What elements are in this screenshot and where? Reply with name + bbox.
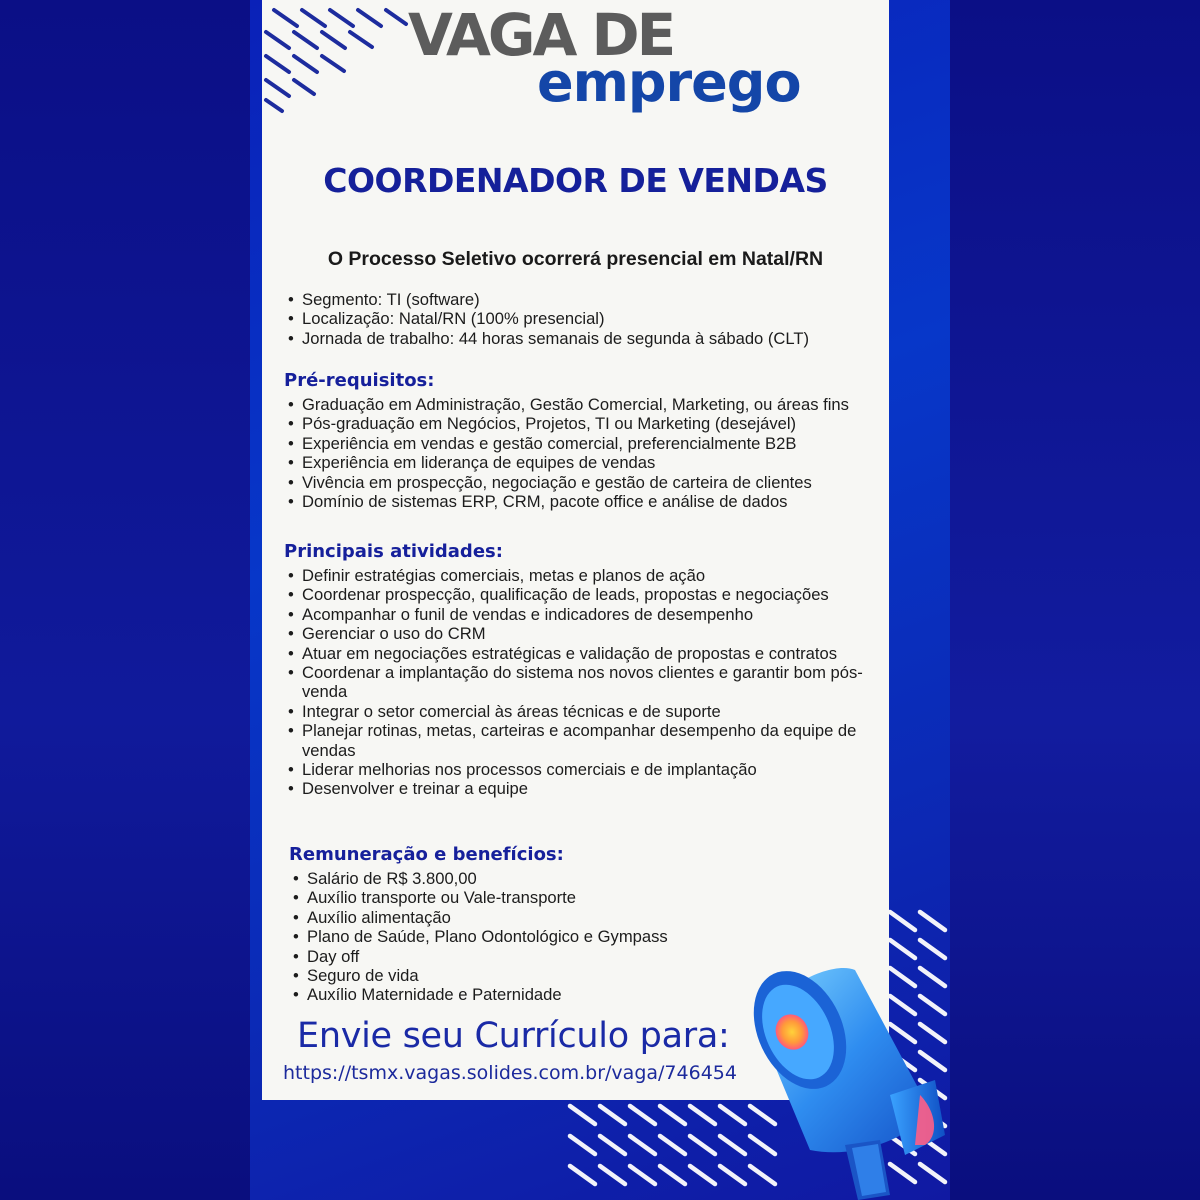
list-item: • Definir estratégias comerciais, metas e planos de ação xyxy=(284,566,878,585)
list-item: • Auxílio alimentação xyxy=(289,908,729,927)
background-right xyxy=(950,0,1200,1200)
list-item: • Liderar melhorias nos processos comerciais e de implantação xyxy=(284,760,878,779)
list-item: • Day off xyxy=(289,947,729,966)
list-item: • Graduação em Administração, Gestão Comercial, Marketing, ou áreas fins xyxy=(284,395,874,414)
list-item: • Vivência em prospecção, negociação e gestão de carteira de clientes xyxy=(284,473,874,492)
list-item: • Segmento: TI (software) xyxy=(284,290,874,309)
list-item: • Localização: Natal/RN (100% presencial) xyxy=(284,309,874,328)
list-item: • Desenvolver e treinar a equipe xyxy=(284,779,878,798)
cta-text: Envie seu Currículo para: xyxy=(297,1016,730,1056)
header-subtitle: emprego xyxy=(537,51,801,114)
list-item: • Seguro de vida xyxy=(289,966,729,985)
list-item: • Salário de R$ 3.800,00 xyxy=(289,869,729,888)
list-item: • Atuar em negociações estratégicas e validação de propostas e contratos xyxy=(284,644,878,663)
list-item: • Domínio de sistemas ERP, CRM, pacote office e análise de dados xyxy=(284,492,874,511)
benefits-heading: Remuneração e benefícios: xyxy=(289,844,564,865)
list-item: • Jornada de trabalho: 44 horas semanais de segunda à sábado (CLT) xyxy=(284,329,874,348)
prerequisites-heading: Pré-requisitos: xyxy=(284,370,435,391)
header-title: VAGA DE xyxy=(408,1,674,69)
list-item: • Experiência em vendas e gestão comercial, preferencialmente B2B xyxy=(284,434,874,453)
list-item: • Plano de Saúde, Plano Odontológico e Gympass xyxy=(289,927,729,946)
benefits-section xyxy=(289,844,729,1005)
background-left xyxy=(0,0,250,1200)
list-item: • Planejar rotinas, metas, carteiras e acompanhar desempenho da equipe de vendas xyxy=(284,721,878,760)
details-section xyxy=(284,290,874,348)
list-item: • Auxílio Maternidade e Paternidade xyxy=(289,985,729,1004)
list-item: • Integrar o setor comercial às áreas técnicas e de suporte xyxy=(284,702,878,721)
list-item: • Acompanhar o funil de vendas e indicadores de desempenho xyxy=(284,605,878,624)
hatch-top-icon xyxy=(262,4,412,114)
activities-heading: Principais atividades: xyxy=(284,541,503,562)
prerequisites-section xyxy=(284,370,874,511)
megaphone-icon xyxy=(740,960,950,1200)
list-item: • Gerenciar o uso do CRM xyxy=(284,624,878,643)
list-item: • Experiência em liderança de equipes de vendas xyxy=(284,453,874,472)
job-title: COORDENADOR DE VENDAS xyxy=(323,161,828,200)
list-item: • Auxílio transporte ou Vale-transporte xyxy=(289,888,729,907)
application-link[interactable]: https://tsmx.vagas.solides.com.br/vaga/746454 xyxy=(283,1062,737,1084)
process-subtitle: O Processo Seletivo ocorrerá presencial em Natal/RN xyxy=(327,248,824,270)
list-item: • Pós-graduação em Negócios, Projetos, TI ou Marketing (desejável) xyxy=(284,414,874,433)
list-item: • Coordenar prospecção, qualificação de leads, propostas e negociações xyxy=(284,585,878,604)
activities-section xyxy=(284,541,878,799)
list-item: • Coordenar a implantação do sistema nos novos clientes e garantir bom pós-venda xyxy=(284,663,878,702)
